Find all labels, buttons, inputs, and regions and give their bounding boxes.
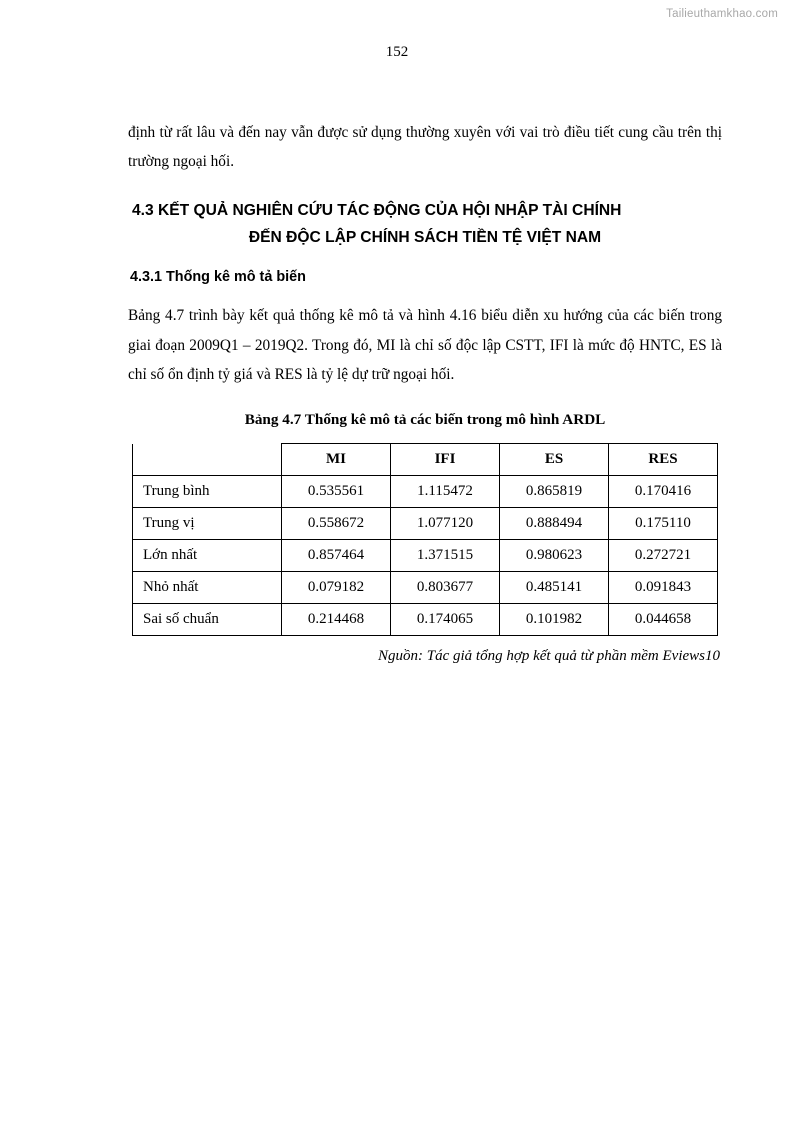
table-header-es: ES bbox=[500, 444, 609, 476]
row-label: Trung vị bbox=[133, 508, 282, 540]
table-row bbox=[133, 572, 718, 604]
watermark-text: Tailieuthamkhao.com bbox=[666, 8, 778, 20]
table-header-row bbox=[133, 444, 718, 476]
table-header-ifi: IFI bbox=[391, 444, 500, 476]
row-label: Sai số chuẩn bbox=[133, 604, 282, 636]
cell-value: 0.535561 bbox=[282, 476, 391, 508]
cell-value: 0.044658 bbox=[609, 604, 718, 636]
cell-value: 0.803677 bbox=[391, 572, 500, 604]
table-header-mi: MI bbox=[282, 444, 391, 476]
section-heading-line-1: 4.3 KẾT QUẢ NGHIÊN CỨU TÁC ĐỘNG CỦA HỘI NHẬP TÀI CHÍNH bbox=[132, 201, 622, 219]
cell-value: 1.077120 bbox=[391, 508, 500, 540]
cell-value: 0.101982 bbox=[500, 604, 609, 636]
cell-value: 0.888494 bbox=[500, 508, 609, 540]
row-label: Trung bình bbox=[133, 476, 282, 508]
descriptive-statistics-table bbox=[132, 443, 718, 636]
cell-value: 0.485141 bbox=[500, 572, 609, 604]
row-label: Lớn nhất bbox=[133, 540, 282, 572]
cell-value: 0.174065 bbox=[391, 604, 500, 636]
body-paragraph: Bảng 4.7 trình bày kết quả thống kê mô tả và hình 4.16 biểu diễn xu hướng của các biến trong giai đoạn 2009Q1 – 2019Q2. Trong đó, MI là chỉ số độc lập CSTT, IFI là mức độ HNTC, ES là chỉ số ổn định tỷ giá và RES là tỷ lệ dự trữ ngoại hối. bbox=[128, 307, 722, 383]
page-content bbox=[128, 118, 722, 665]
cell-value: 1.371515 bbox=[391, 540, 500, 572]
intro-paragraph: định từ rất lâu và đến nay vẫn được sử dụng thường xuyên với vai trò điều tiết cung cầu trên thị trường ngoại hối. bbox=[128, 124, 722, 171]
cell-value: 0.980623 bbox=[500, 540, 609, 572]
table-header-corner bbox=[133, 444, 282, 476]
subsection-heading: 4.3.1 Thống kê mô tả biến bbox=[130, 269, 306, 286]
cell-value: 0.170416 bbox=[609, 476, 718, 508]
table-header-res: RES bbox=[609, 444, 718, 476]
cell-value: 0.272721 bbox=[609, 540, 718, 572]
table-row bbox=[133, 476, 718, 508]
table-caption: Bảng 4.7 Thống kê mô tả các biến trong mô hình ARDL bbox=[244, 411, 606, 429]
section-heading-line-2: ĐẾN ĐỘC LẬP CHÍNH SÁCH TIỀN TỆ VIỆT NAM bbox=[248, 229, 602, 246]
cell-value: 0.865819 bbox=[500, 476, 609, 508]
cell-value: 0.214468 bbox=[282, 604, 391, 636]
table-source-note: Nguồn: Tác giả tổng hợp kết quả từ phần mềm Eviews10 bbox=[378, 648, 720, 665]
cell-value: 1.115472 bbox=[391, 476, 500, 508]
table-row bbox=[133, 604, 718, 636]
table-row bbox=[133, 540, 718, 572]
cell-value: 0.857464 bbox=[282, 540, 391, 572]
section-heading bbox=[128, 197, 722, 252]
page-number: 152 bbox=[385, 44, 409, 60]
cell-value: 0.091843 bbox=[609, 572, 718, 604]
table-row bbox=[133, 508, 718, 540]
row-label: Nhỏ nhất bbox=[133, 572, 282, 604]
cell-value: 0.079182 bbox=[282, 572, 391, 604]
cell-value: 0.558672 bbox=[282, 508, 391, 540]
cell-value: 0.175110 bbox=[609, 508, 718, 540]
